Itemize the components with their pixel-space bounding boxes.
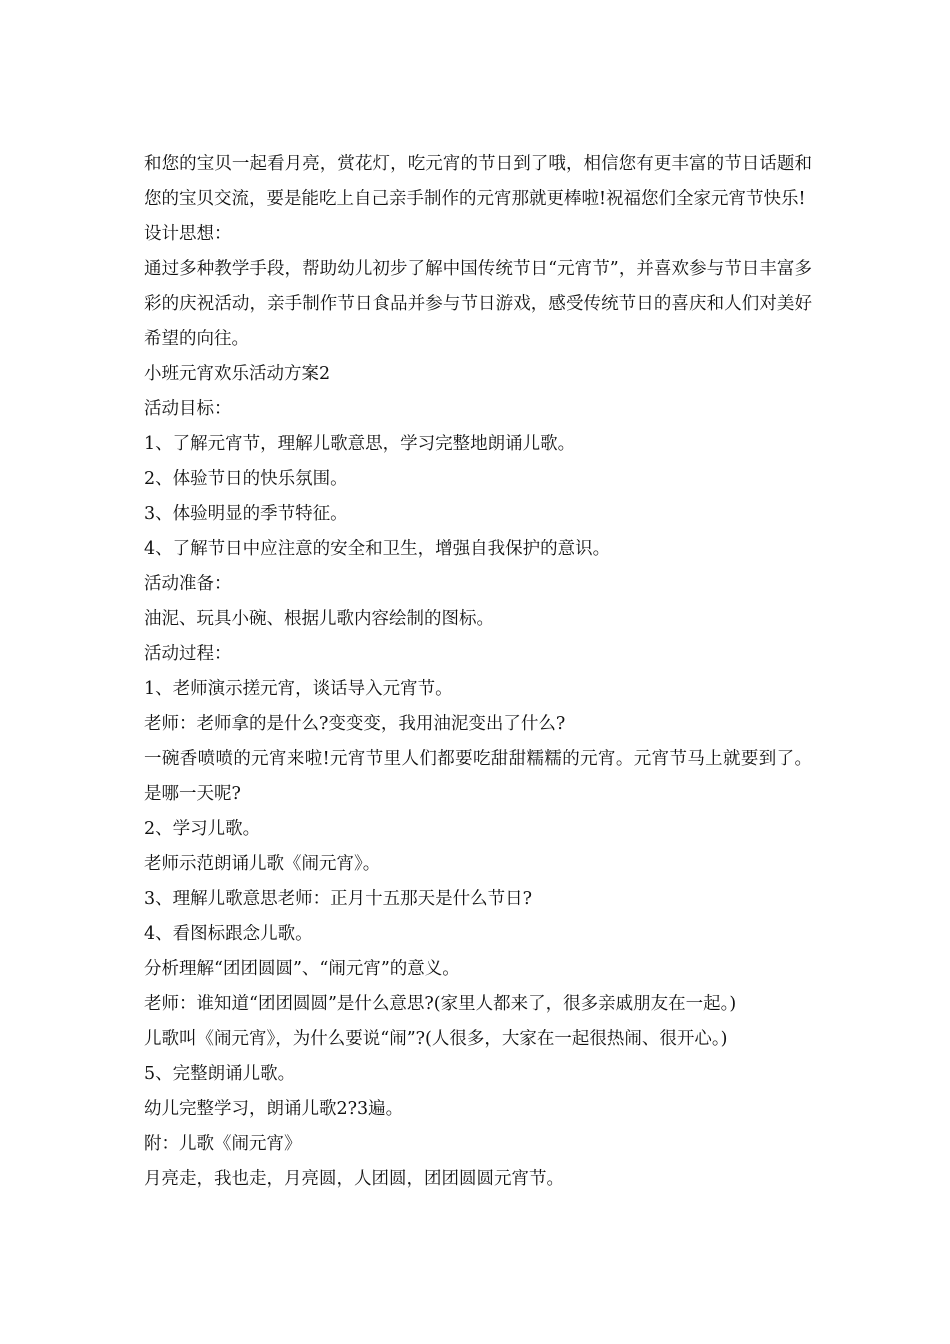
- goal-item: 4、了解节日中应注意的安全和卫生，增强自我保护的意识。: [144, 539, 611, 559]
- section-heading-design: 设计思想：: [144, 224, 232, 244]
- goal-item: 3、体验明显的季节特征。: [144, 504, 348, 524]
- teacher-dialogue: 老师：谁知道“团团圆圆”是什么意思?(家里人都来了，很多亲戚朋友在一起。): [144, 994, 737, 1014]
- intro-paragraph: 和您的宝贝一起看月亮，赏花灯，吃元宵的节日到了哦，相信您有更丰富的节日话题和您的宝贝交流，要是能吃上自己亲手制作的元宵那就更棒啦!祝福您们全家元宵节快乐!: [144, 154, 812, 209]
- goal-item: 2、体验节日的快乐氛围。: [144, 469, 348, 489]
- preparation-text: 油泥、玩具小碗、根据儿歌内容绘制的图标。: [144, 609, 494, 629]
- section-heading-process: 活动过程：: [144, 644, 232, 664]
- section-heading-goals: 活动目标：: [144, 399, 232, 419]
- process-step: 5、完整朗诵儿歌。: [144, 1064, 296, 1084]
- process-text: 幼儿完整学习，朗诵儿歌2?3遍。: [144, 1099, 404, 1119]
- process-step: 1、老师演示搓元宵，谈话导入元宵节。: [144, 679, 453, 699]
- process-text: 儿歌叫《闹元宵》，为什么要说“闹”?(人很多，大家在一起很热闹、很开心。): [144, 1029, 728, 1049]
- goal-item: 1、了解元宵节，理解儿歌意思，学习完整地朗诵儿歌。: [144, 434, 576, 454]
- section-heading-preparation: 活动准备：: [144, 574, 232, 594]
- design-paragraph: 通过多种教学手段，帮助幼儿初步了解中国传统节日“元宵节”，并喜欢参与节日丰富多彩的庆祝活动，亲手制作节日食品并参与节日游戏，感受传统节日的喜庆和人们对美好希望的向往。: [144, 259, 812, 349]
- process-step: 4、看图标跟念儿歌。: [144, 924, 313, 944]
- plan-title: 小班元宵欢乐活动方案2: [144, 364, 331, 384]
- nursery-rhyme-text: 月亮走，我也走，月亮圆，人团圆，团团圆圆元宵节。: [144, 1169, 564, 1189]
- document-body: [144, 147, 812, 1197]
- appendix-heading: 附：儿歌《闹元宵》: [144, 1134, 302, 1154]
- process-step: 3、理解儿歌意思老师：正月十五那天是什么节日?: [144, 889, 533, 909]
- process-paragraph: 一碗香喷喷的元宵来啦!元宵节里人们都要吃甜甜糯糯的元宵。元宵节马上就要到了。是哪一天呢?: [144, 749, 812, 804]
- process-step: 2、学习儿歌。: [144, 819, 261, 839]
- process-text: 分析理解“团团圆圆”、“闹元宵”的意义。: [144, 959, 460, 979]
- process-text: 老师示范朗诵儿歌《闹元宵》。: [144, 854, 381, 874]
- teacher-dialogue: 老师：老师拿的是什么?变变变，我用油泥变出了什么?: [144, 714, 566, 734]
